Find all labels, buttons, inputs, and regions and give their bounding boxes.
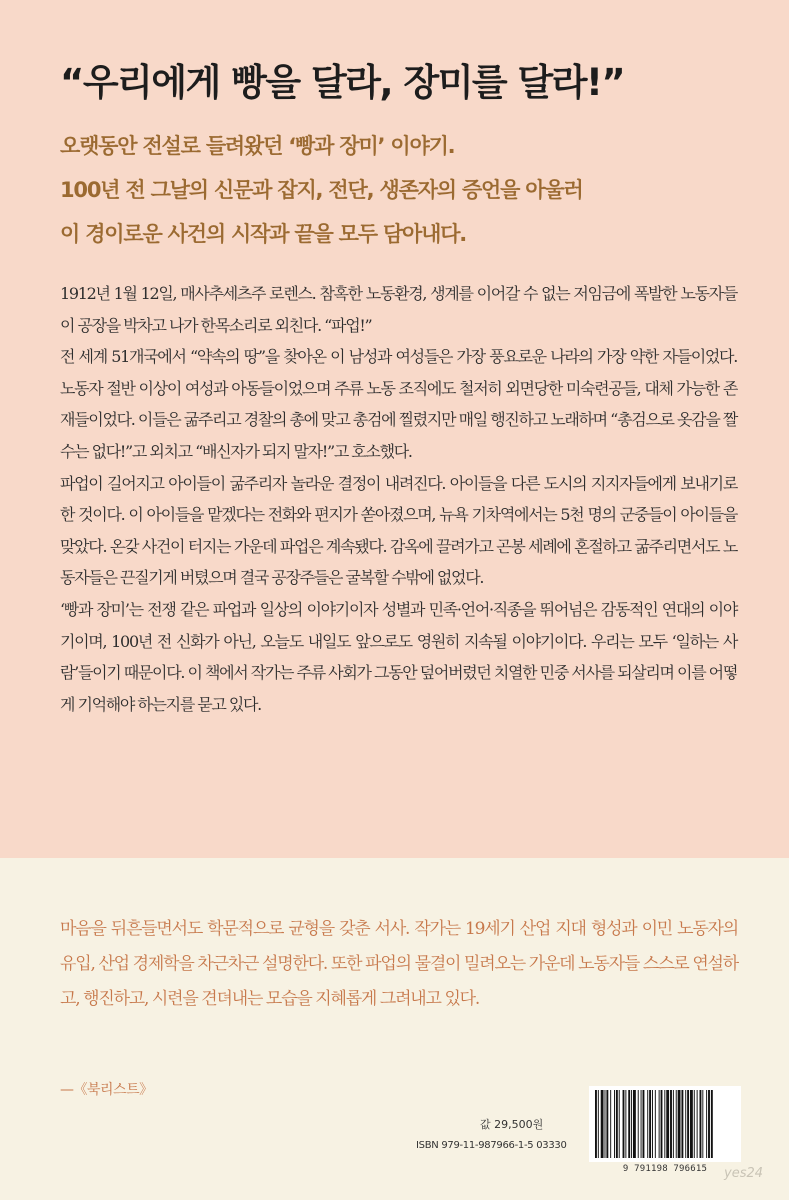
- barcode-bar: [664, 1090, 665, 1158]
- barcode-bar: [598, 1090, 599, 1158]
- barcode-bar: [619, 1090, 620, 1158]
- barcode-bars: [589, 1086, 741, 1162]
- barcode-bar: [649, 1090, 651, 1158]
- synopsis-paragraph: ‘빵과 장미’는 전쟁 같은 파업과 일상의 이야기이자 성별과 민족·언어·직종을 뛰어넘은 감동적인 연대의 이야기이며, 100년 전 신화가 아닌, 오늘도 내일도 앞으로도 영원히 지속될 이야기이다. 우리는 모두 ‘일하는 사람’들이기 때문이다. 이 책에서 작가는 주류 사회가 그동안 덮어버렸던 치열한 민중 서사를 되살리며 이를 어떻게 기억해야 하는지를 묻고 있다.: [60, 599, 737, 714]
- barcode-bar: [673, 1090, 674, 1158]
- watermark: yes24: [724, 1166, 764, 1181]
- barcode-bar: [601, 1090, 604, 1158]
- barcode-bar: [661, 1090, 663, 1158]
- barcode-bar: [628, 1090, 630, 1158]
- barcode-bar: [681, 1090, 683, 1158]
- barcode-bar: [652, 1090, 653, 1158]
- barcode-bar: [685, 1090, 686, 1158]
- barcode-bar: [687, 1090, 689, 1158]
- barcode-bar: [605, 1090, 606, 1158]
- barcode-bar: [631, 1090, 632, 1158]
- barcode-bar: [614, 1090, 615, 1158]
- barcode-bar: [625, 1090, 626, 1158]
- barcode-bar: [659, 1090, 660, 1158]
- barcode-bar: [623, 1090, 625, 1158]
- synopsis-paragraph: 전 세계 51개국에서 “약속의 땅”을 찾아온 이 남성과 여성들은 가장 풍요로운 나라의 가장 약한 자들이었다. 노동자 절반 이상이 여성과 아동들이었으며 주류 노동 조직에도 철저히 외면당한 미숙련공들, 대체 가능한 존재들이었다. 이들은 굶주리고 경찰의 총에 맞고 총검에 찔렸지만 매일 행진하고 노래하며 “총검으로 옷감을 짤 수는 없다!”고 외치고 “배신자가 되지 말자!”고 호소했다.: [60, 347, 737, 461]
- barcode-bar: [678, 1090, 681, 1158]
- barcode-bar: [670, 1090, 672, 1158]
- synopsis-paragraph: 파업이 길어지고 아이들이 굶주리자 놀라운 결정이 내려진다. 아이들을 다른 도시의 지지자들에게 보내기로 한 것이다. 이 아이들을 맡겠다는 전화와 편지가 쏟아졌으며, 뉴욕 기차역에서는 5천 명의 군중들이 아이들을 맞았다. 온갖 사건이 터지는 가운데 파업은 계속됐다. 감옥에 끌려가고 곤봉 세례에 혼절하고 굶주리면서도 노동자들은 끈질기게 버텼으며 결국 공장주들은 굴복할 수밖에 없었다.: [60, 473, 737, 588]
- barcode-bar: [633, 1090, 636, 1158]
- barcode-bar: [666, 1090, 669, 1158]
- barcode-bar: [697, 1090, 698, 1158]
- barcode-bar: [706, 1090, 707, 1158]
- synopsis-paragraph: 1912년 1월 12일, 매사추세츠주 로렌스. 참혹한 노동환경, 생계를 이어갈 수 없는 저임금에 폭발한 노동자들이 공장을 박차고 나가 한목소리로 외친다. “파업!”: [60, 284, 737, 335]
- barcode-digits: 9 791198 796615: [622, 1164, 708, 1174]
- barcode-bar: [708, 1090, 710, 1158]
- barcode-bar: [638, 1090, 639, 1158]
- price-label: 값 29,500원: [480, 1118, 544, 1131]
- barcode-bar: [616, 1090, 618, 1158]
- barcode-bar: [676, 1090, 677, 1158]
- review-quote: 마음을 뒤흔들면서도 학문적으로 균형을 갖춘 서사. 작가는 19세기 산업 지대 형성과 이민 노동자의 유입, 산업 경제학을 차근차근 설명한다. 또한 파업의 물결이 밀려오는 가운데 노동자들 스스로 연설하고, 행진하고, 시련을 견뎌내는 모습을 지혜롭게 그려내고 있다.: [60, 919, 738, 1009]
- barcode-bar: [711, 1090, 713, 1158]
- barcode-bar: [655, 1090, 656, 1158]
- barcode-bar: [606, 1090, 608, 1158]
- isbn-label: ISBN 979-11-987966-1-5 03330: [416, 1140, 567, 1151]
- tagline-line: 이 경이로운 사건의 시작과 끝을 모두 담아내다.: [60, 222, 467, 246]
- review-source: —《북리스트》: [60, 1082, 153, 1098]
- barcode-bar: [702, 1090, 703, 1158]
- barcode-bar: [610, 1090, 611, 1158]
- tagline-line: 100년 전 그날의 신문과 잡지, 전단, 생존자의 증언을 아울러: [60, 178, 583, 202]
- synopsis: [60, 278, 737, 720]
- tagline-line: 오랫동안 전설로 들려왔던 ‘빵과 장미’ 이야기.: [60, 134, 455, 158]
- barcode-bar: [694, 1090, 695, 1158]
- barcode-bar: [643, 1090, 645, 1158]
- barcode-bar: [595, 1090, 597, 1158]
- barcode-bar: [641, 1090, 642, 1158]
- barcode: [589, 1086, 741, 1162]
- barcode-bar: [690, 1090, 693, 1158]
- tagline: [60, 124, 760, 256]
- barcode-bar: [700, 1090, 702, 1158]
- barcode-bar: [647, 1090, 648, 1158]
- headline: “우리에게 빵을 달라, 장미를 달라!”: [60, 61, 625, 104]
